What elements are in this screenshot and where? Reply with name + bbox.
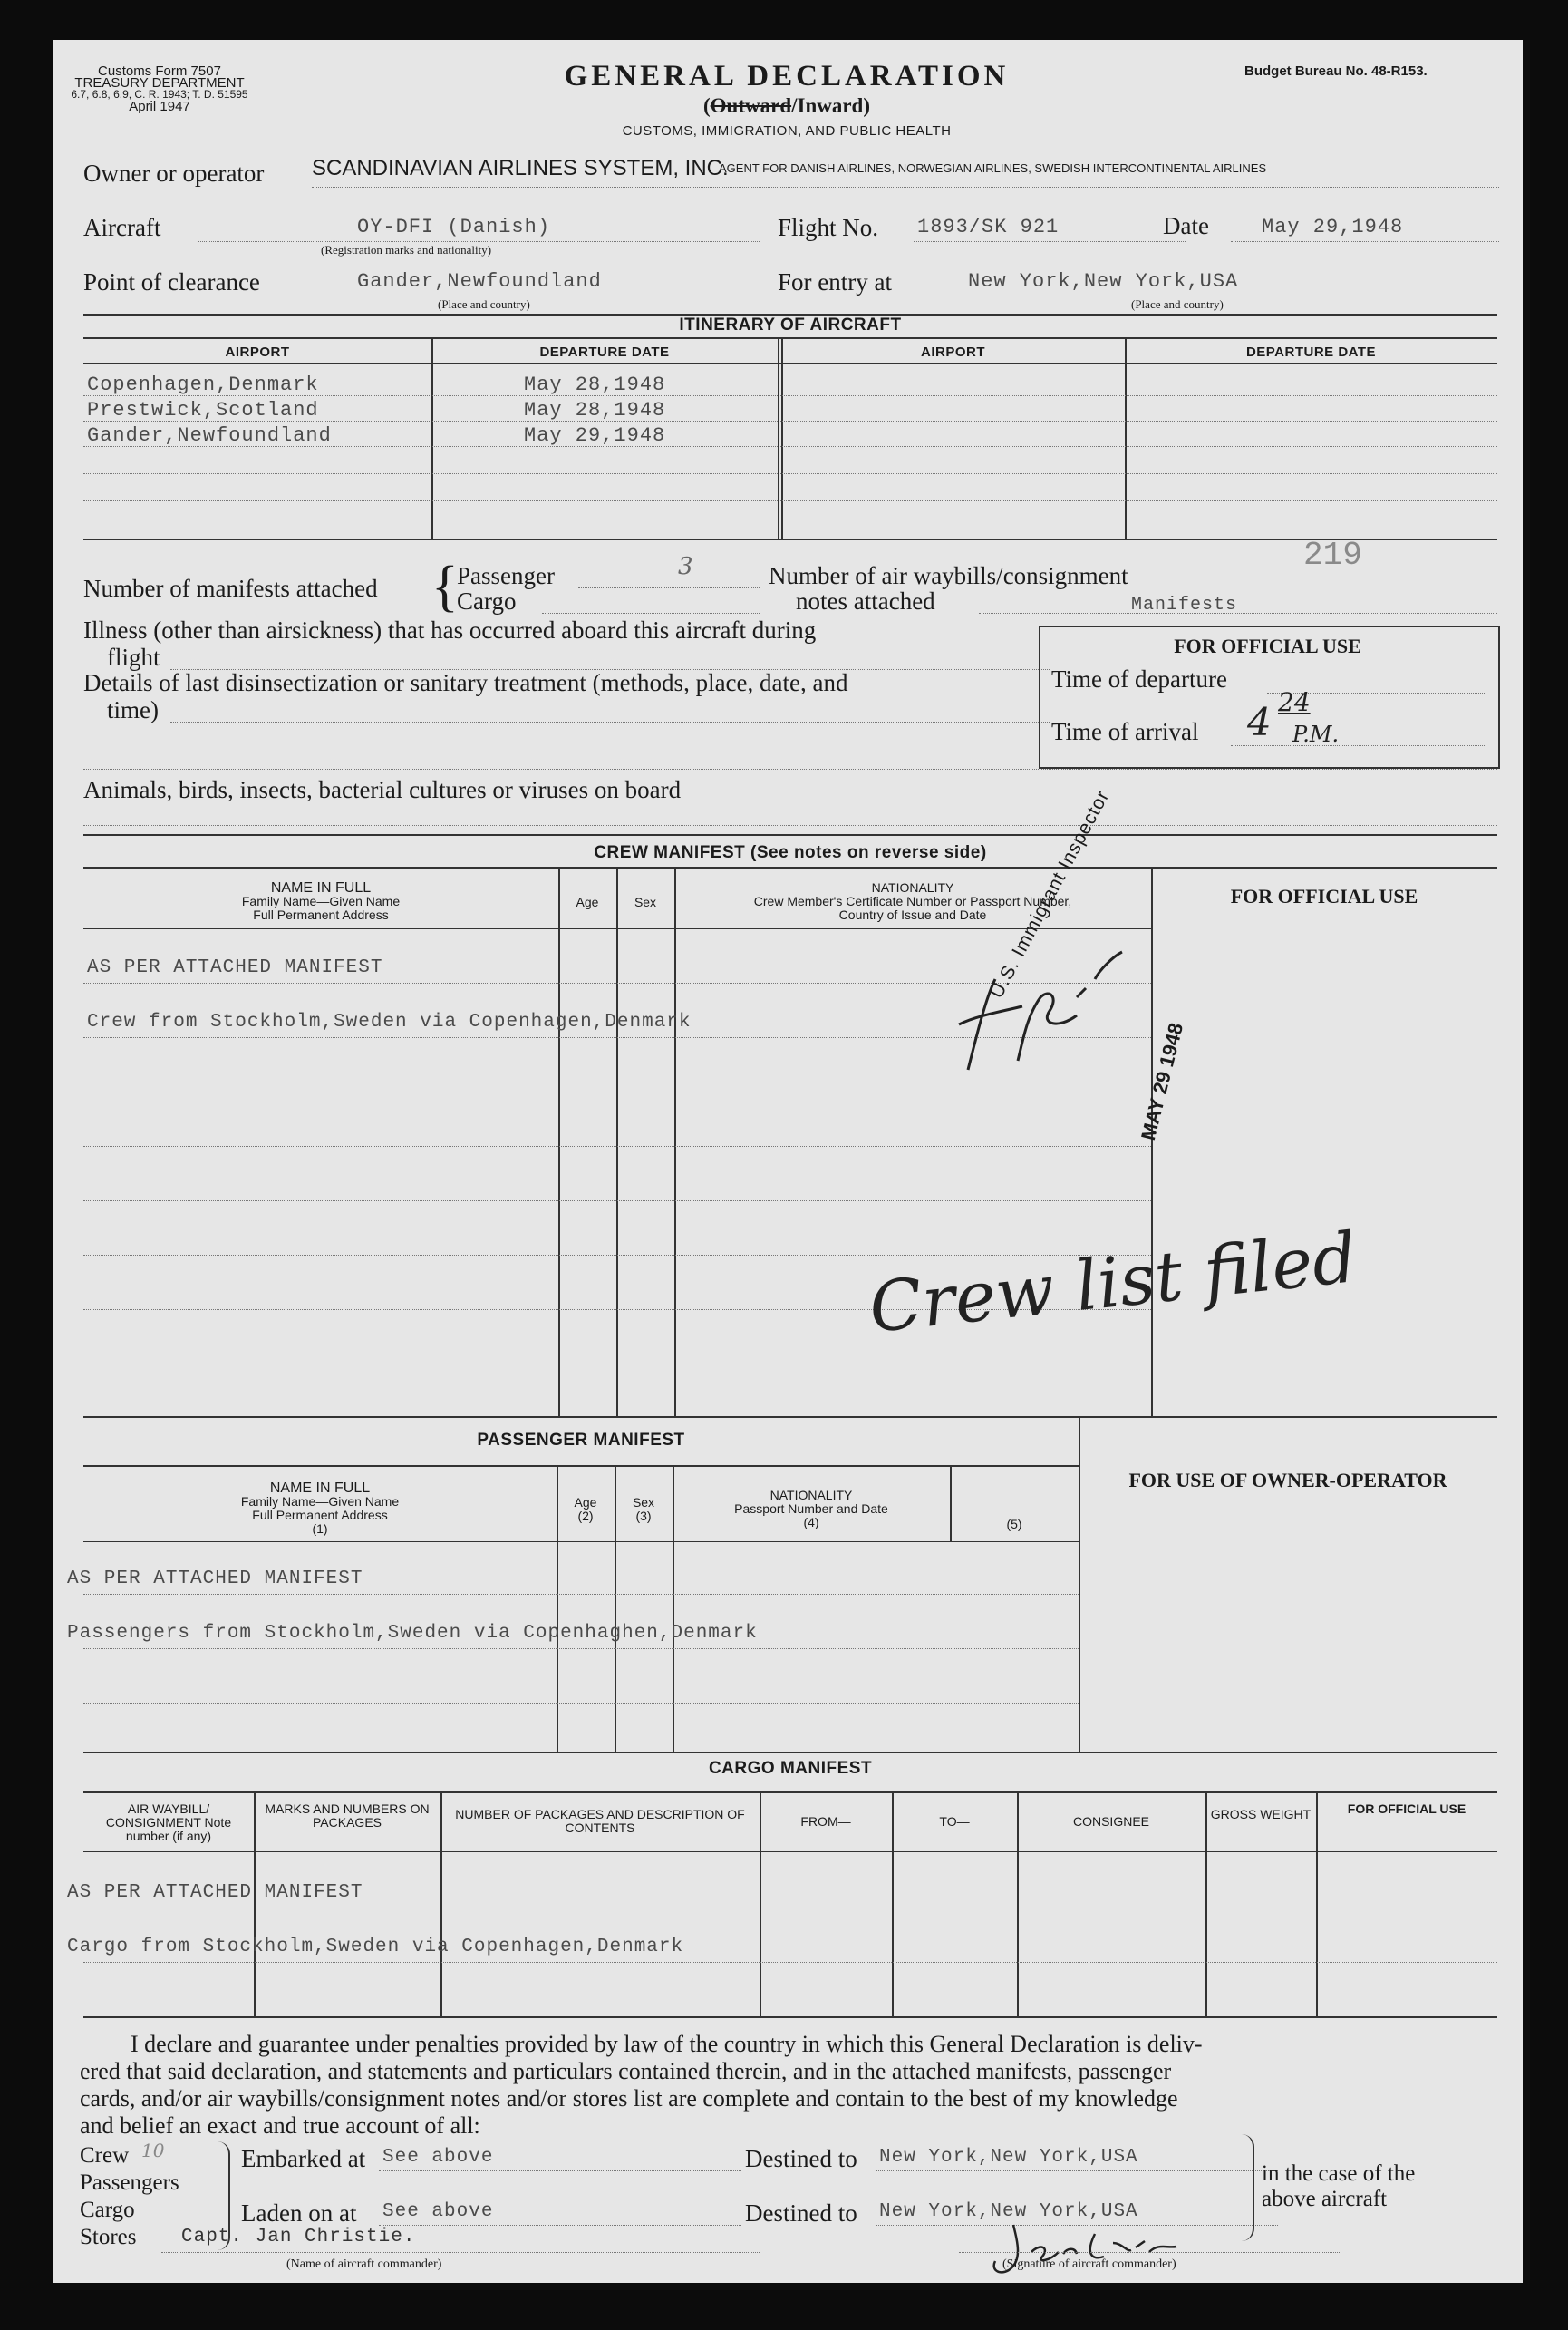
inspector-stamp: U.S. Immigrant Inspector: [986, 786, 1114, 1002]
entry-value: New York,New York,USA: [968, 270, 1239, 293]
laden-label: Laden on at: [241, 2199, 357, 2227]
itinerary-row: Prestwick,Scotland: [87, 399, 319, 422]
form-number: Customs Form 7507: [98, 63, 221, 79]
direction-inward: /Inward): [791, 94, 871, 117]
form-refs: 6.7, 6.8, 6.9, C. R. 1943; T. D. 51595: [71, 88, 248, 101]
flight-label: Flight No.: [778, 214, 879, 241]
itinerary-header-date-1: DEPARTURE DATE: [539, 345, 670, 360]
waybills-label-1: Number of air waybills/consignment: [769, 562, 1128, 589]
form-date: April 1947: [129, 99, 190, 114]
passenger-col-age: [557, 1496, 615, 1523]
crew-col-name: [83, 881, 558, 922]
inspector-signature-icon: [941, 925, 1140, 1106]
crew-col-name-2: Family Name—Given Name: [241, 894, 401, 908]
cargo-col-from: FROM—: [800, 1814, 851, 1829]
form-direction: [497, 94, 1077, 118]
itinerary-header-airport-2: AIRPORT: [921, 345, 985, 360]
animals-label: Animals, birds, insects, bacterial cultures or viruses on board: [83, 776, 682, 803]
crew-list-filed-note: Crew list filed: [865, 1217, 1360, 1348]
passenger-col-nat-2: Passport Number and Date: [734, 1501, 888, 1516]
passenger-title: PASSENGER MANIFEST: [477, 1431, 685, 1450]
passenger-col-5: (5): [1006, 1517, 1022, 1531]
passenger-col-nationality: [673, 1489, 950, 1529]
cargo-col-to: TO—: [939, 1814, 970, 1829]
arrival-minutes: 24: [1278, 687, 1311, 717]
itinerary-row-date: May 29,1948: [524, 424, 666, 447]
passenger-col-sex-num: (3): [635, 1509, 652, 1523]
cargo-line: AS PER ATTACHED MANIFEST: [67, 1882, 363, 1903]
crew-col-age: Age: [576, 895, 599, 909]
cargo-line: Cargo from Stockholm,Sweden via Copenhagen,Denmark: [67, 1937, 684, 1957]
passenger-col-nat-num: (4): [803, 1515, 819, 1529]
passenger-col-nat-1: NATIONALITY: [769, 1488, 853, 1502]
destined-label-2: Destined to: [745, 2199, 857, 2227]
passenger-label: Passenger: [457, 562, 555, 589]
crew-col-name-3: Full Permanent Address: [253, 908, 389, 922]
declaration-text-2: ered that said declaration, and statements and particulars contained therein, and in the attached manifests, passenger: [80, 2058, 1172, 2084]
destined-value-2: New York,New York,USA: [879, 2201, 1138, 2222]
declaration-text-4: and belief an exact and true account of all:: [80, 2112, 480, 2139]
owner-operator-use: FOR USE OF OWNER-OPERATOR: [1128, 1469, 1447, 1491]
passenger-col-sex: [615, 1496, 673, 1523]
manifests-label: Number of manifests attached: [83, 575, 378, 602]
direction-open: (: [702, 94, 711, 117]
decl-crew: Crew: [80, 2143, 130, 2168]
entry-note: (Place and country): [1131, 297, 1224, 311]
embarked-label: Embarked at: [241, 2145, 366, 2172]
owner-value: SCANDINAVIAN AIRLINES SYSTEM, INC.: [312, 156, 729, 180]
budget-number: Budget Bureau No. 48-R153.: [1244, 63, 1428, 79]
cargo-col-weight: GROSS WEIGHT: [1210, 1807, 1312, 1821]
cargo-col-consignee: CONSIGNEE: [1072, 1814, 1149, 1829]
crew-col-nationality: [674, 881, 1151, 922]
itinerary-header-date-2: DEPARTURE DATE: [1245, 345, 1377, 360]
passenger-col-name-3: Full Permanent Address: [252, 1508, 388, 1522]
manifests-brace: {: [431, 556, 459, 617]
destined-value-1: New York,New York,USA: [879, 2147, 1138, 2168]
commander-name: Capt. Jan Christie.: [181, 2227, 416, 2247]
in-case-1: in the case of the: [1262, 2161, 1416, 2186]
crew-line: Crew from Stockholm,Sweden via Copenhagen,Denmark: [87, 1012, 692, 1033]
aircraft-value: OY-DFI (Danish): [357, 216, 551, 238]
aircraft-label: Aircraft: [83, 214, 161, 241]
itinerary-row-date: May 28,1948: [524, 374, 666, 396]
passenger-line: AS PER ATTACHED MANIFEST: [67, 1568, 363, 1589]
form-sheet: [53, 40, 1523, 2283]
waybills-label-2: notes attached: [796, 587, 935, 615]
commander-name-label: (Name of aircraft commander): [286, 2257, 442, 2271]
arrival-pm: P.M.: [1292, 722, 1340, 747]
crew-official-use: FOR OFFICIAL USE: [1230, 885, 1418, 908]
date-label: Date: [1163, 212, 1209, 239]
disinsect-label-2: time): [107, 696, 159, 723]
clearance-value: Gander,Newfoundland: [357, 270, 602, 293]
waybills-number: 219: [1303, 537, 1362, 574]
itinerary-row: Gander,Newfoundland: [87, 424, 332, 447]
itinerary-title: ITINERARY OF AIRCRAFT: [679, 316, 902, 335]
passenger-col-age-label: Age: [574, 1495, 597, 1510]
form-subtitle: CUSTOMS, IMMIGRATION, AND PUBLIC HEALTH: [622, 123, 952, 139]
passenger-col-name-num: (1): [312, 1521, 328, 1536]
waybills-value: Manifests: [1131, 595, 1238, 616]
disinsect-label: Details of last disinsectization or sanitary treatment (methods, place, date, and: [83, 669, 848, 696]
decl-passengers: Passengers: [80, 2170, 179, 2195]
illness-label: Illness (other than airsickness) that has occurred aboard this aircraft during: [83, 616, 817, 644]
arrival-time-label: Time of arrival: [1051, 718, 1199, 745]
passenger-col-name: [83, 1481, 557, 1536]
crew-col-name-1: NAME IN FULL: [270, 880, 372, 896]
crew-title: CREW MANIFEST (See notes on reverse side): [594, 843, 987, 862]
form-title: GENERAL DECLARATION: [564, 60, 1010, 92]
departure-time-label: Time of departure: [1051, 665, 1227, 693]
itinerary-row: Copenhagen,Denmark: [87, 374, 319, 396]
crew-col-nat-3: Country of Issue and Date: [838, 908, 987, 922]
direction-outward: Outward: [710, 94, 792, 117]
crew-col-nat-2: Crew Member's Certificate Number or Passport Number,: [753, 894, 1072, 908]
decl-cargo: Cargo: [80, 2198, 135, 2222]
illness-label-2: flight: [107, 644, 160, 671]
crew-col-sex: Sex: [634, 895, 657, 909]
itinerary-row-date: May 28,1948: [524, 399, 666, 422]
embarked-value: See above: [382, 2147, 494, 2168]
flight-value: 1893/SK 921: [917, 216, 1060, 238]
cargo-col-official: FOR OFFICIAL USE: [1347, 1801, 1466, 1816]
passenger-col-age-num: (2): [577, 1509, 594, 1523]
passenger-col-name-2: Family Name—Given Name: [240, 1494, 400, 1509]
clearance-note: (Place and country): [438, 297, 530, 311]
cargo-label: Cargo: [457, 587, 517, 615]
crew-line: AS PER ATTACHED MANIFEST: [87, 957, 383, 978]
passenger-line: Passengers from Stockholm,Sweden via Copenhaghen,Denmark: [67, 1623, 758, 1644]
inspector-stamp-date: MAY 29 1948: [1137, 1020, 1188, 1143]
cargo-col-marks: MARKS AND NUMBERS ON PACKAGES: [265, 1801, 430, 1830]
owner-label: Owner or operator: [83, 160, 265, 187]
in-case-2: above aircraft: [1262, 2187, 1388, 2211]
cargo-col-description: NUMBER OF PACKAGES AND DESCRIPTION OF CONTENTS: [455, 1807, 745, 1835]
arrival-hour: 4: [1247, 700, 1272, 744]
decl-stores: Stores: [80, 2225, 137, 2249]
form-header-left: [69, 65, 250, 112]
date-value: May 29,1948: [1262, 216, 1404, 238]
passenger-col-name-1: NAME IN FULL: [269, 1481, 371, 1496]
passenger-col-sex-label: Sex: [632, 1495, 655, 1510]
destined-label-1: Destined to: [745, 2145, 857, 2172]
owner-agent: AGENT FOR DANISH AIRLINES, NORWEGIAN AIRLINES, SWEDISH INTERCONTINENTAL AIRLINES: [719, 161, 1267, 175]
declaration-text-1: I declare and guarantee under penalties provided by law of the country in which this General Declaration is deliv-: [131, 2031, 1203, 2057]
cargo-col-waybill: AIR WAYBILL/ CONSIGNMENT Note number (if any): [105, 1801, 232, 1843]
crew-col-nat-1: NATIONALITY: [871, 880, 954, 895]
commander-signature-icon: [977, 2207, 1249, 2288]
decl-crew-mark: 10: [141, 2140, 165, 2161]
laden-value: See above: [382, 2201, 494, 2222]
department: TREASURY DEPARTMENT: [74, 75, 245, 91]
signature-label: (Signature of aircraft commander): [1002, 2257, 1176, 2271]
official-use-title: FOR OFFICIAL USE: [1174, 635, 1361, 657]
aircraft-note: (Registration marks and nationality): [321, 243, 492, 257]
declaration-text-3: cards, and/or air waybills/consignment notes and/or stores list are complete and contain to the best of my knowledge: [80, 2085, 1178, 2112]
itinerary-header-airport-1: AIRPORT: [225, 345, 290, 360]
cargo-title: CARGO MANIFEST: [708, 1759, 873, 1778]
entry-label: For entry at: [778, 268, 892, 296]
passenger-value: 3: [678, 553, 693, 580]
clearance-label: Point of clearance: [83, 268, 260, 296]
